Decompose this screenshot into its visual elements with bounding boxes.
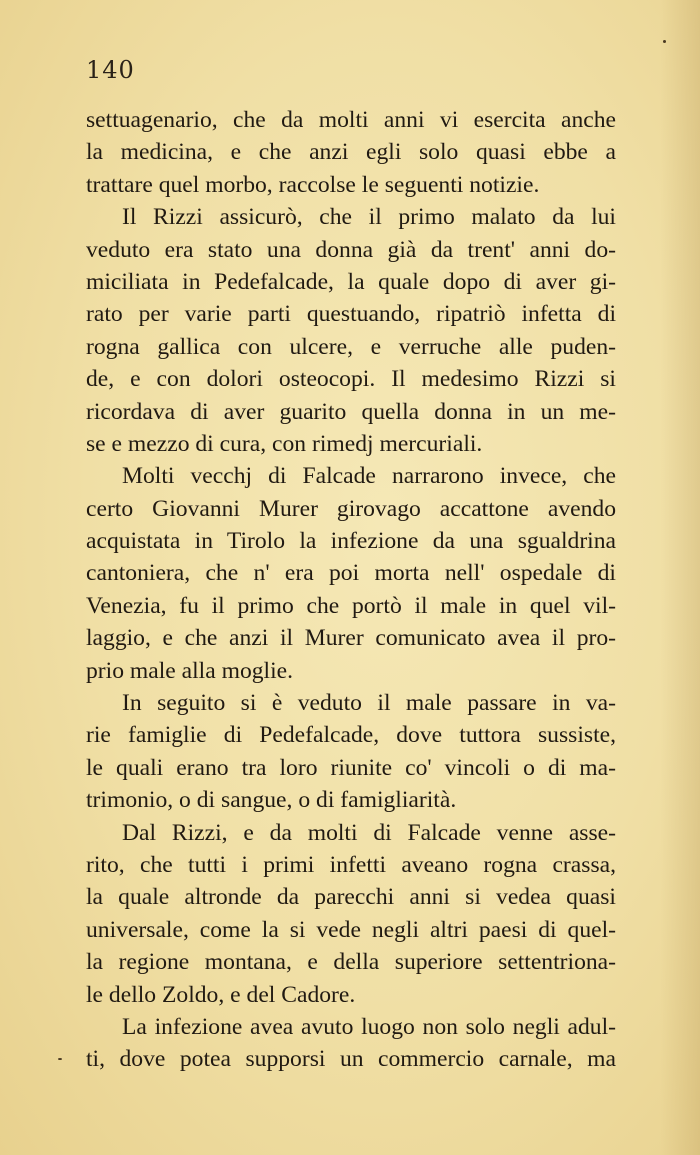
text-line: Dal Rizzi, e da molti di Falcade venne asse- bbox=[122, 819, 616, 846]
text-line: trimonio, o di sangue, o di famigliarità. bbox=[86, 787, 457, 814]
text-line: rato per varie parti questuando, ripatriò infetta di bbox=[86, 301, 616, 328]
text-line: miciliata in Pedefalcade, la quale dopo di aver gi- bbox=[86, 268, 616, 295]
text-line: rie famiglie di Pedefalcade, dove tuttora sussiste, bbox=[86, 722, 616, 749]
text-line: de, e con dolori osteocopi. Il medesimo Rizzi si bbox=[86, 366, 616, 393]
text-line: prio male alla moglie. bbox=[86, 657, 294, 684]
page-edge-shadow bbox=[660, 0, 700, 1155]
text-line: universale, come la si vede negli altri paesi di quel- bbox=[86, 916, 616, 943]
paper-speck bbox=[58, 1058, 62, 1060]
paragraph bbox=[86, 1011, 616, 1076]
paragraph bbox=[86, 687, 616, 817]
page-number: 140 bbox=[86, 56, 135, 84]
text-line: certo Giovanni Murer girovago accattone avendo bbox=[86, 495, 616, 522]
text-line: Venezia, fu il primo che portò il male in quel vil- bbox=[86, 592, 616, 619]
text-line: settuagenario, che da molti anni vi esercita anche bbox=[86, 107, 616, 133]
text-line: Il Rizzi assicurò, che il primo malato da lui bbox=[122, 204, 616, 231]
text-line: veduto era stato una donna già da trent' anni do- bbox=[86, 236, 616, 263]
paragraph bbox=[86, 201, 616, 460]
text-line: rito, che tutti i primi infetti aveano rogna crassa, bbox=[86, 851, 616, 878]
paper-speck bbox=[663, 40, 666, 43]
text-line: acquistata in Tirolo la infezione da una sgualdrina bbox=[86, 528, 616, 555]
text-line: rogna gallica con ulcere, e verruche alle puden- bbox=[86, 333, 616, 360]
text-line: La infezione avea avuto luogo non solo negli adul- bbox=[122, 1013, 616, 1040]
paragraph bbox=[86, 104, 616, 201]
text-line: Molti vecchj di Falcade narrarono invece, che bbox=[122, 463, 616, 490]
text-line: laggio, e che anzi il Murer comunicato avea il pro- bbox=[86, 625, 616, 652]
page-text-body bbox=[86, 104, 616, 1076]
text-line: le dello Zoldo, e del Cadore. bbox=[86, 981, 356, 1008]
text-line: la medicina, e che anzi egli solo quasi ebbe a bbox=[86, 139, 616, 166]
text-line: trattare quel morbo, raccolse le seguenti notizie. bbox=[86, 171, 540, 198]
text-line: ricordava di aver guarito quella donna in un me- bbox=[86, 398, 616, 425]
text-line: ti, dove potea supporsi un commercio carnale, ma bbox=[86, 1046, 616, 1073]
text-line: la quale altronde da parecchi anni si vedea quasi bbox=[86, 884, 616, 911]
text-line: In seguito si è veduto il male passare in va- bbox=[122, 690, 616, 717]
paragraph bbox=[86, 460, 616, 687]
text-line: se e mezzo di cura, con rimedj mercuriali. bbox=[86, 430, 483, 457]
text-line: cantoniera, che n' era poi morta nell' ospedale di bbox=[86, 560, 616, 587]
text-line: la regione montana, e della superiore settentriona- bbox=[86, 949, 616, 976]
text-line: le quali erano tra loro riunite co' vincoli o di ma- bbox=[86, 754, 616, 781]
paragraph bbox=[86, 817, 616, 1011]
